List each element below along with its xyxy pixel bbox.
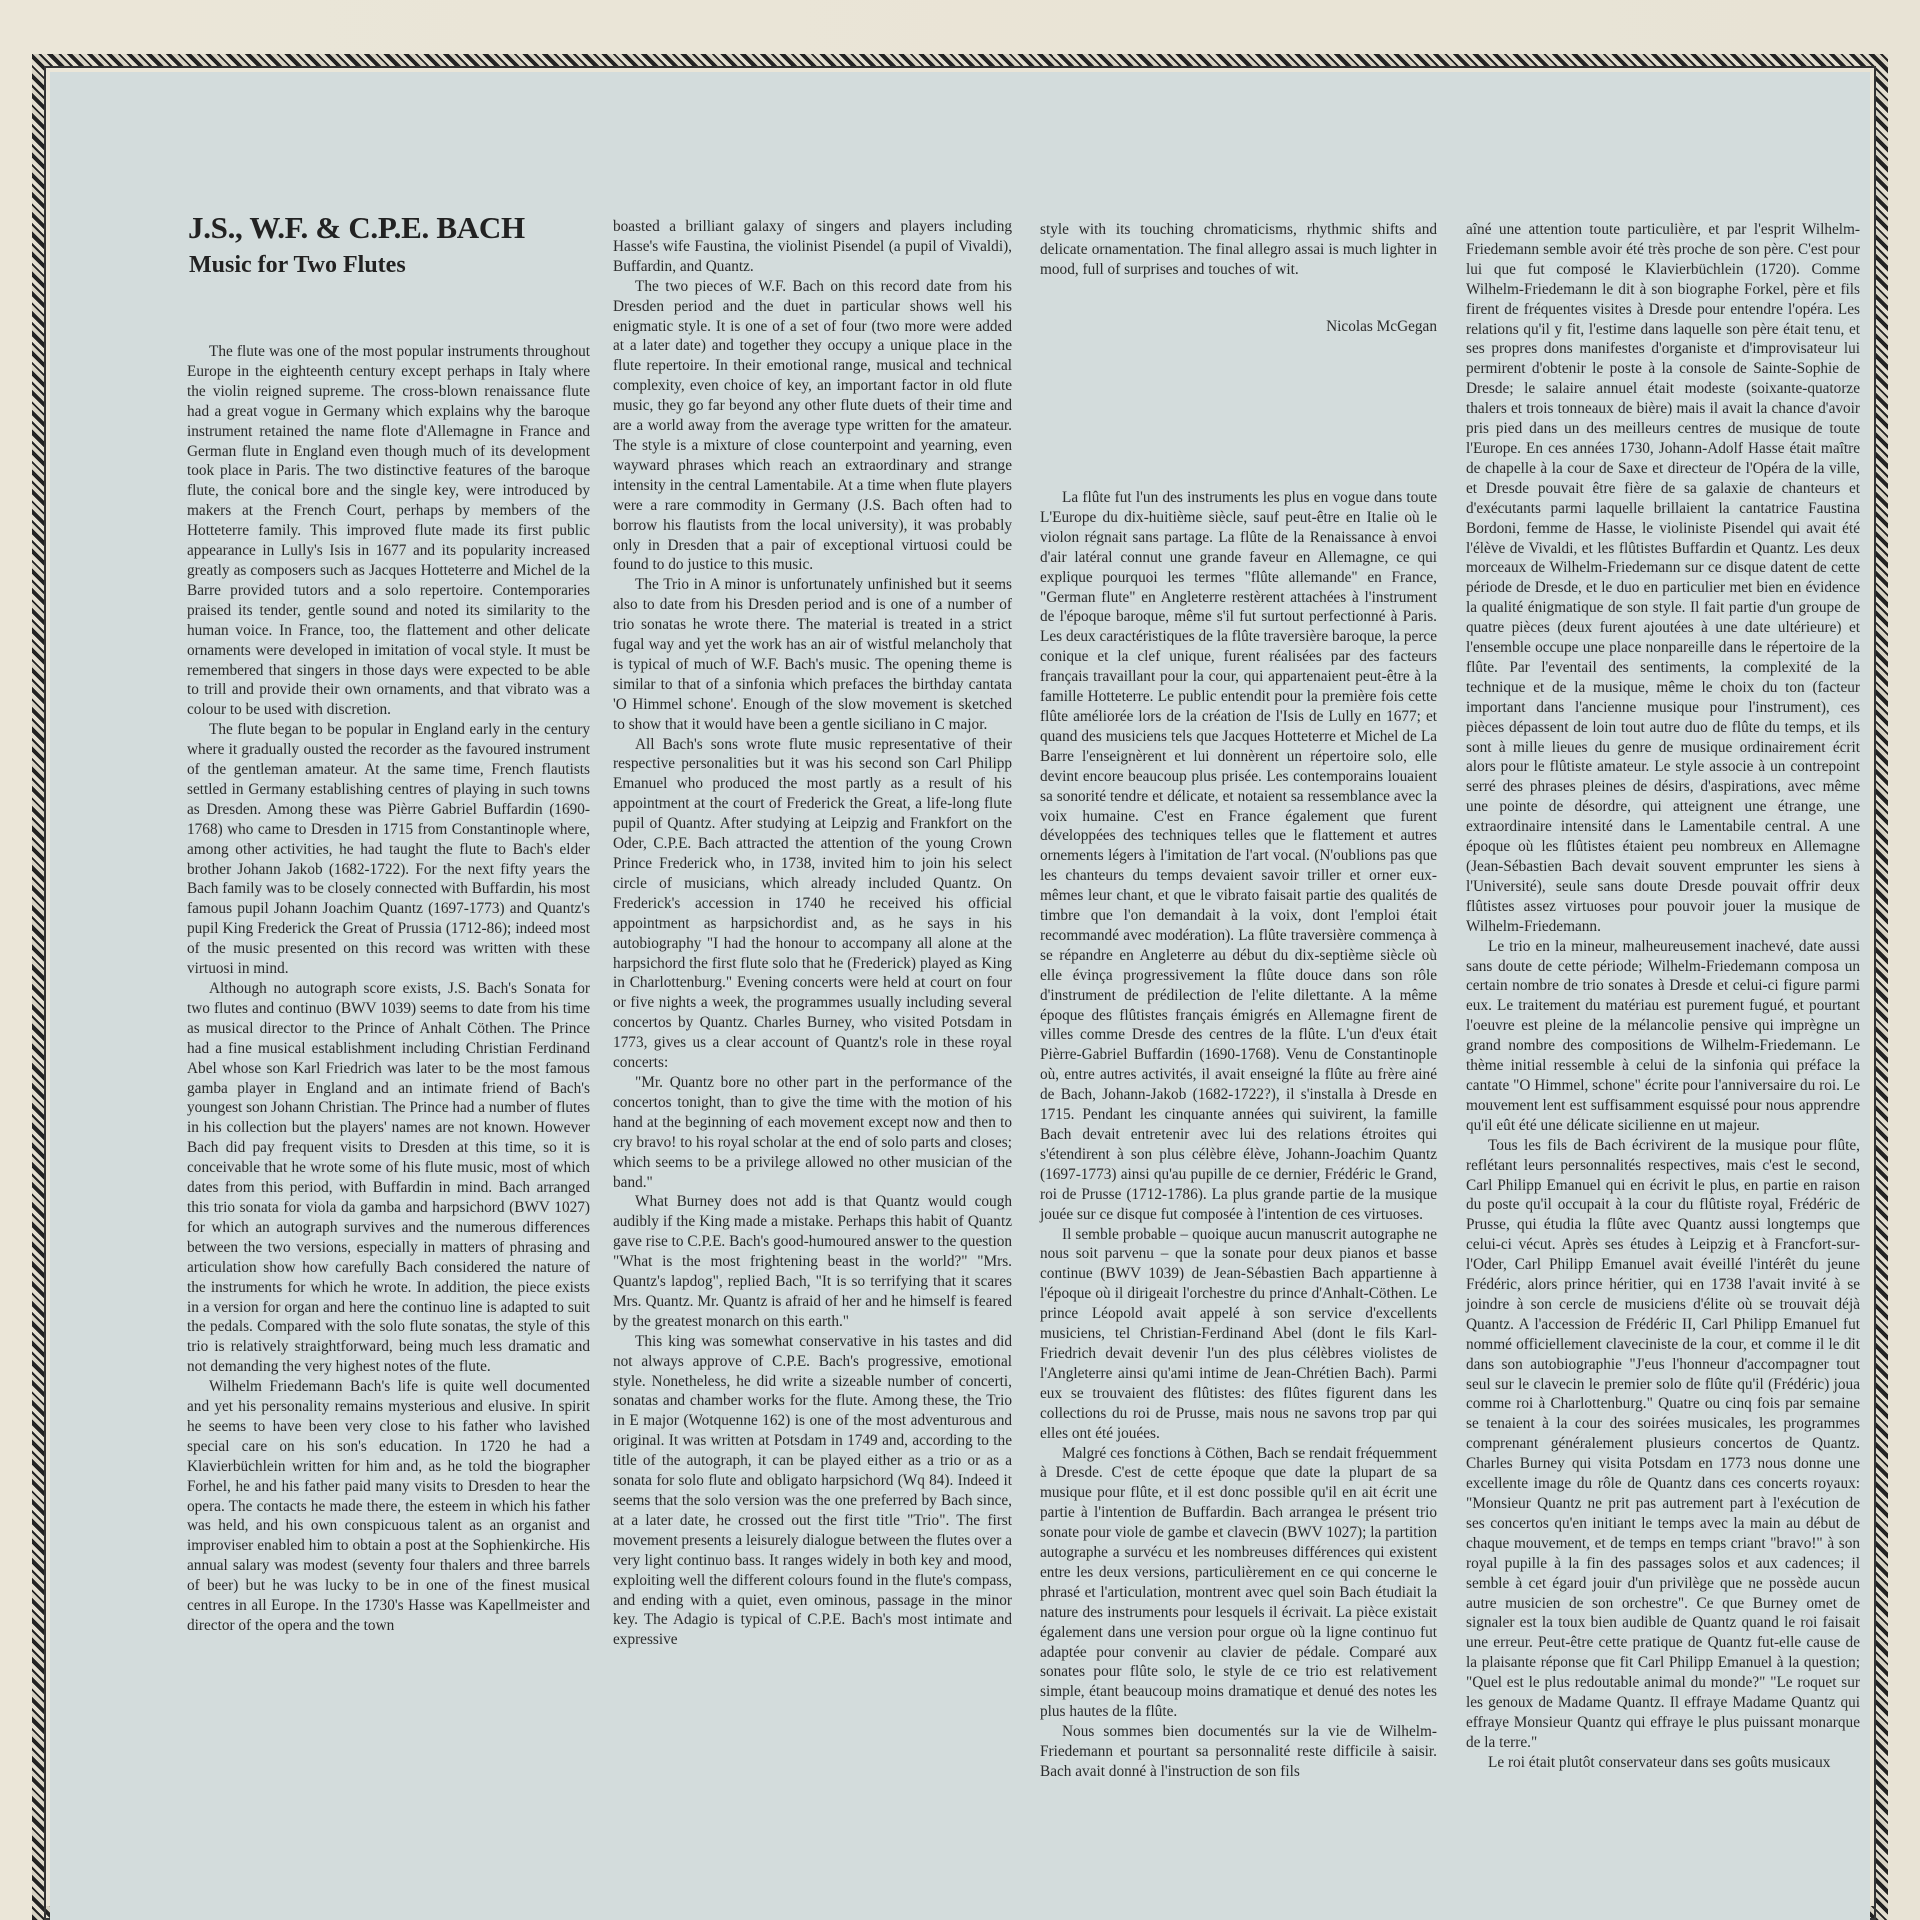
- paragraph: Il semble probable – quoique aucun manuscrit autographe ne nous soit parvenu – que la sonate pour deux pianos et basse continue (BWV 1039) de Jean-Sébastien Bach appartienne à l'époque où il dirigeait l'orchestre du prince d'Anhalt-Cöthen. Le prince Léopold avait appelé à son service d'excellents musiciens, tel Christian-Ferdinand Abel (dont le fils Karl-Friedrich devait devenir l'un des plus célèbres violistes de l'Angleterre ainsi qu'ami intime de Jean-Chrétien Bach). Parmi eux se trouvaient des flûtistes: des flûtes figurent dans les collections du roi de Prusse, mais nous ne savons trop par qui elles ont été jouées.: [1040, 1225, 1437, 1442]
- paragraph: style with its touching chromaticisms, rhythmic shifts and delicate ornamentation. The final allegro assai is much lighter in mood, full of surprises and touches of wit.: [1040, 221, 1437, 278]
- paragraph: This king was somewhat conservative in his tastes and did not always approve of C.P.E. Bach's progressive, emotional style. Nonetheless, he did write a sizeable number of concerti, sonatas and chamber works for the flute. Among these, the Trio in E major (Wotquenne 162) is one of the most adventurous and original. It was written at Potsdam in 1749 and, according to the title of the autograph, it can be played either as a trio or as a sonata for solo flute and obligato harpsichord (Wq 84). Indeed it seems that the solo version was the one preferred by Bach since, at a later date, he crossed out the first title "Trio". The first movement presents a leisurely dialogue between the flutes over a very light continuo bass. It ranges widely in both key and mood, exploiting well the different colours found in the flute's compass, and ending with a quiet, even ominous, passage in the minor key. The Adagio is typical of C.P.E. Bach's most intimate and expressive: [613, 1332, 1012, 1649]
- paragraph: The flute was one of the most popular instruments throughout Europe in the eighteenth century except perhaps in Italy where the violin reigned supreme. The cross-blown renaissance flute had a great vogue in Germany which explains why the baroque instrument retained the name flote d'Allemagne in France and German flute in England even though much of its development took place in Paris. The two distinctive features of the baroque flute, the conical bore and the single key, were introduced by makers at the French Court, perhaps by members of the Hotteterre family. This improved flute made its first public appearance in Lully's Isis in 1677 and its popularity increased greatly as composers such as Jacques Hotteterre and Michel de la Barre provided tutors and a solo repertoire. Contemporaries praised its tender, gentle sound and noted its similarity to the human voice. In France, too, the flattement and other delicate ornaments were developed in imitation of vocal style. It must be remembered that singers in those days were expected to be able to trill and provide their own ornaments, and that vibrato was a colour to be used with discretion.: [187, 343, 590, 719]
- english-column-1: [187, 342, 590, 1636]
- album-title: J.S., W.F. & C.P.E. BACH: [188, 210, 525, 245]
- paragraph: The flute began to be popular in England early in the century where it gradually ousted the recorder as the favoured instrument of the gentleman amateur. At the same time, French flautists settled in Germany establishing centres of playing in such towns as Dresden. Among these was Pièrre Gabriel Buffardin (1690-1768) who came to Dresden in 1715 from Constantinople where, among other activities, he had taught the flute to Bach's elder brother Johann Jakob (1682-1722). For the next fifty years the Bach family was to be closely connected with Buffardin, his most famous pupil Johann Joachim Quantz (1697-1773) and Quantz's pupil King Frederick the Great of Prussia (1712-86); indeed most of the music presented on this record was written with these virtuosi in mind.: [187, 721, 590, 978]
- paragraph: boasted a brilliant galaxy of singers and players including Hasse's wife Faustina, the violinist Pisendel (a pupil of Vivaldi), Buffardin, and Quantz.: [613, 218, 1012, 275]
- paragraph: aîné une attention toute particulière, et par l'esprit Wilhelm-Friedemann semble avoir été très proche de son père. C'est pour lui que fut composé le Klavierbüchlein (1720). Comme Wilhelm-Friedemann le dit à son biographe Forkel, père et fils firent de fréquentes visites à Dresde pour entendre l'opéra. Les relations qu'il y fit, l'estime dans laquelle son père était tenu, et ses propres dons manifestes d'organiste et d'improvisateur lui permirent d'obtenir le poste à la console de Sainte-Sophie de Dresde; le salaire annuel était modeste (soixante-quatorze thalers et trois tonneaux de bière) mais il avait la chance d'avoir pris pied dans un des meilleurs centres de musique de toute l'Europe. En ces années 1730, Johann-Adolf Hasse était maître de chapelle à la cour de Saxe et directeur de l'Opéra de la ville, et Dresde pouvait être fière de sa galaxie de chanteurs et d'exécutants parmi laquelle brillaient la cantatrice Faustina Bordoni, femme de Hasse, le violiniste Pisendel qui avait été l'élève de Vivaldi, et les flûtistes Buffardin et Quantz. Les deux morceaux de Wilhelm-Friedemann sur ce disque datent de cette période de Dresde, et le duo en particulier met bien en évidence la qualité énigmatique de son style. Il fait partie d'un groupe de quatre pièces (deux furent ajoutées à une date ultérieure) et l'ensemble occupe une place nonpareille dans le répertoire de la flûte. Par l'eventail des sentiments, la complexité de la technique et de la musique, même le choix du ton (facteur important dans l'ancienne musique pour l'instrument), ces pièces dépassent de loin tout autre duo de flûte du temps, et ils sont à mille lieues du genre de musique ordinairement écrit alors pour le flûtiste amateur. Le style associe à un contrepoint serré des phrases pleines de désirs, d'aspirations, avec même une pointe de désordre, qui atteignent une étrange, une extraordinaire intensité dans le Lamentabile central. A une époque où les flûtistes étaient peu nombreux en Allemagne (Jean-Sébastien Bach devait souvent emprunter les siens à l'Université), seule sans doute Dresde pouvait offrir deux flûtistes assez virtuoses pour pouvoir jouer la musique de Wilhelm-Friedemann.: [1466, 221, 1860, 935]
- paragraph: Le roi était plutôt conservateur dans ses goûts musicaux: [1488, 1753, 1831, 1771]
- paragraph: Wilhelm Friedemann Bach's life is quite well documented and yet his personality remains mysterious and elusive. In spirit he seems to have been very close to his father who lavished special care on his son's education. In 1720 he had a Klavierbüchlein written for him and, as he told the biographer Forhel, he and his father paid many visits to Dresden to hear the opera. The contacts he made there, the esteem in which his father was held, and his own conspicuous talent as an organist and improviser enabled him to obtain a post at the Sophienkirche. His annual salary was modest (seventy four thalers and three barrels of beer) but he was lucky to be in one of the finest musical centres in all Europe. In the 1730's Hasse was Kapellmeister and director of the opera and the town: [187, 1378, 590, 1634]
- album-subtitle: Music for Two Flutes: [189, 252, 406, 278]
- french-column-1: [1040, 488, 1437, 1782]
- english-column-2: [613, 217, 1012, 1650]
- paragraph: All Bach's sons wrote flute music representative of their respective personalities but it was his second son Carl Philipp Emanuel who produced the most partly as a result of his appointment at the court of Frederick the Great, a life-long flute pupil of Quantz. After studying at Leipzig and Frankfort on the Oder, C.P.E. Bach attracted the attention of the young Crown Prince Frederick who, in 1738, invited him to join his select circle of musicians, which already included Quantz. On Frederick's accession in 1740 he received his official appointment as harpsichordist and, as he says in his autobiography "I had the honour to accompany all alone at the harpsichord the first flute solo that he (Frederick) played as King in Charlottenburg." Evening concerts were held at court on four or five nights a week, the programmes usually including several concertos by Quantz. Charles Burney, who visited Potsdam in 1773, gives us a clear account of Quantz's role in these royal concerts:: [613, 735, 1012, 1072]
- english-column-3: [1040, 220, 1437, 280]
- paragraph: The Trio in A minor is unfortunately unfinished but it seems also to date from his Dresden period and is one of a number of trio sonatas he wrote there. The material is treated in a strict fugal way and yet the work has an air of wistful melancholy that is typical of much of W.F. Bach's music. The opening theme is similar to that of a sinfonia which prefaces the birthday cantata 'O Himmel schone'. Enough of the slow movement is sketched to show that it would have been a gentle siciliano in C major.: [613, 576, 1012, 733]
- paragraph: Le trio en la mineur, malheureusement inachevé, date aussi sans doute de cette période; Wilhelm-Friedemann composa un certain nombre de trio sonates à Dresde et celui-ci figure parmi eux. Le traitement du matériau est purement fugué, et pourtant l'oeuvre est pleine de la mélancolie pensive qui imprègne un grand nombre des compositions de Wilhelm-Friedemann. Le thème initial ressemble à celui de la sinfonia qui préface la cantate "O Himmel, schone" écrite pour l'anniversaire du roi. Le mouvement lent est suffisamment esquissé pour nous apprendre qu'il eût été une délicate sicilienne en ut majeur.: [1466, 937, 1860, 1134]
- paragraph: What Burney does not add is that Quantz would cough audibly if the King made a mistake. Perhaps this habit of Quantz gave rise to C.P.E. Bach's good-humoured answer to the question "What is the most frightening beast in the world?" "Mrs. Quantz's lapdog", replied Bach, "It is so terrifying that it scares Mrs. Quantz. Mr. Quantz is afraid of her and he himself is feared by the greatest monarch on this earth.": [613, 1193, 1012, 1330]
- liner-notes-panel: [50, 72, 1870, 1920]
- paragraph: La flûte fut l'un des instruments les plus en vogue dans toute L'Europe du dix-huitième siècle, sauf peut-être en Italie où le violon régnait sans partage. La flûte de la Renaissance à envoi d'air latéral connut une grande faveur en Allemagne, ce qui explique pourquoi les termes "flûte allemande" en France, "German flute" en Angleterre restèrent attachées à l'instrument de l'époque baroque, même s'il fut surtout perfectionné à Paris. Les deux caractéristiques de la flûte traversière baroque, la perce conique et la clef unique, furent réalisées par des facteurs français travaillant pour la cour, qui appartenaient peut-être à la famille Hotteterre. Le public entendit pour la première fois cette flûte améliorée lors de la création de l'Isis de Lully en 1677; et quand des musiciens tels que Jacques Hotteterre et Michel de La Barre l'enseignèrent et lui donnèrent un répertoire solo, elle devint encore beaucoup plus prisée. Les contemporains louaient sa sonorité tendre et délicate, et notaient sa ressemblance avec la voix humaine. C'est en France également que furent développées des techniques telles que le flattement et autres ornements légers à l'imitation de l'art vocal. (N'oublions pas que les chanteurs du temps devaient savoir triller et orner eux-mêmes leur chant, et que le vibrato faisait partie des qualités de timbre que l'on demandait à la voix, dont l'emploi était recommandé avec modération). La flûte traversière commença à se répandre en Angleterre au début du dix-septième siècle où elle évinça progressivement la flûte douce dans son rôle d'instrument de prédilection de l'elite dilettante. A la même époque des flûtistes français émigrés en Allemagne firent de villes comme Dresde des centres de la flûte. L'un d'eux était Pièrre-Gabriel Buffardin (1690-1768). Venu de Constantinople où, entre autres activités, il avait enseigné la flûte au frère ainé de Bach, Johann-Jakob (1682-1722?), il s'installa à Dresde en 1715. Pendant les cinquante années qui suivirent, la famille Bach devait entretenir avec lui des relations étroites qui s'étendirent à son plus célèbre élève, Johann-Joachim Quantz (1697-1773) ainsi qu'au pupille de ce dernier, Frédéric le Grand, roi de Prusse (1712-1786). La plus grande partie de la musique jouée sur ce disque fut composée à l'intention de ces virtuoses.: [1040, 489, 1437, 1223]
- paragraph: Malgré ces fonctions à Cöthen, Bach se rendait fréquemment à Dresde. C'est de cette époque que date la plupart de sa musique pour flûte, et il est donc possible qu'il en ait écrit une partie à l'intention de Buffardin. Bach arrangea le présent trio sonate pour viole de gambe et clavecin (BWV 1027); la partition autographe a survécu et les nombreuses différences qui existent entre les deux versions, particulièrement en ce qui concerne le phrasé et l'articulation, montrent avec quel soin Bach étudiait la nature des instruments pour lesquels il écrivait. La pièce existait également dans une version pour orgue où la ligne continuo fut adaptée pour convenir au clavier de pédale. Comparé aux sonates pour flûte solo, le style de ce trio est relativement simple, étant beaucoup moins dramatique et denué des notes les plus hautes de la flûte.: [1040, 1444, 1437, 1721]
- author-signature: Nicolas McGegan: [1326, 318, 1437, 335]
- paragraph: Tous les fils de Bach écrivirent de la musique pour flûte, reflétant leurs personnalités respectives, mais c'est le second, Carl Philipp Emanuel qui en écrivit le plus, en partie en raison du poste qu'il occupait à la cour du flûtiste royal, Frédéric de Prusse, qui étudia la flûte avec Quantz aussi longtemps que celui-ci vécut. Après ses études à Leipzig et à Francfort-sur-l'Oder, Carl Philipp Emanuel avait éveillé l'intérêt du jeune Frédéric, alors prince héritier, qui en 1738 l'avait invité à se joindre à son cercle de musiciens d'élite où se trouvait déjà Quantz. A l'accession de Frédéric II, Carl Philipp Emanuel fut nommé officiellement claveciniste de la cour, et comme il le dit dans son autobiographie "J'eus l'honneur d'accompagner tout seul sur le clavecin le premier solo de flûte qu'il (Frédéric) joua comme roi à Charlottenburg." Quatre ou cinq fois par semaine se tenaient à la cour des soirées musicales, les programmes comprenant généralement plusieurs concertos de Quantz. Charles Burney qui visita Potsdam en 1773 nous donne une excellente image du rôle de Quantz dans ces concerts royaux: "Monsieur Quantz ne prit pas autrement part à l'exécution de ses concertos qu'en initiant le temps avec la main au début de chaque mouvement, et de temps en temps criant "bravo!" à son royal pupille à la fin des passages solos et aux cadences; il semble à cet égard jouir d'un privilège que ne possède aucun autre musicien de son orchestre". Ce que Burney omet de signaler est la toux bien audible de Quantz quand le roi faisait une erreur. Peut-être cette pratique de Quantz fut-elle cause de la plaisante réponse que fit Carl Philipp Emanuel à la question; "Quel est le plus redoutable animal du monde?" "Le roquet sur les genoux de Madame Quantz. Il effraye Madame Quantz qui effraye Monsieur Quantz qui effraye le plus puissant monarque de la terre.": [1466, 1136, 1860, 1751]
- french-column-2: [1466, 220, 1860, 1773]
- paragraph: The two pieces of W.F. Bach on this record date from his Dresden period and the duet in particular shows well his enigmatic style. It is one of a set of four (two more were added at a later date) and together they occupy a unique place in the flute repertoire. In their emotional range, musical and technical complexity, even choice of key, an important factor in old flute music, they go far beyond any other flute duets of their time and are a world away from the average type written for the amateur. The style is a mixture of close counterpoint and yearning, even wayward phrases which reach an extraordinary and strange intensity in the central Lamentabile. At a time when flute players were a rare commodity in Germany (J.S. Bach often had to borrow his flautists from the local university), it was probably only in Dresden that a pair of exceptional virtuosi could be found to do justice to this music.: [613, 277, 1012, 574]
- quotation: "Mr. Quantz bore no other part in the performance of the concertos tonight, than to give the time with the motion of his hand at the beginning of each movement except now and then to cry bravo! to his royal scholar at the end of solo parts and closes; which seems to be a privilege allowed no other musician of the band.": [613, 1073, 1012, 1191]
- paragraph: Although no autograph score exists, J.S. Bach's Sonata for two flutes and continuo (BWV 1039) seems to date from his time as musical director to the Prince of Anhalt Cöthen. The Prince had a fine musical establishment including Christian Ferdinand Abel whose son Karl Friedrich was later to be the most famous gamba player in England and an intimate friend of Bach's youngest son Johann Christian. The Prince had a number of flutes in his collection but the players' names are not known. However Bach did pay frequent visits to Dresden at this time, so it is conceivable that he wrote some of his flute music, most of which dates from this period, with Buffardin in mind. Bach arranged this trio sonata for viola da gamba and harpsichord (BWV 1027) for which an autograph survives and the numerous differences between the two versions, especially in matters of phrasing and articulation show how carefully Bach considered the nature of the instruments for which he wrote. In addition, the piece exists in a version for organ and here the continuo line is adapted to suit the pedals. Compared with the solo flute sonatas, the style of this trio is relatively straightforward, being much less dramatic and not demanding the very highest notes of the flute.: [187, 980, 590, 1376]
- paragraph: Nous sommes bien documentés sur la vie de Wilhelm-Friedemann et pourtant sa personnalité reste difficile à saisir. Bach avait donné à l'instruction de son fils: [1040, 1723, 1437, 1780]
